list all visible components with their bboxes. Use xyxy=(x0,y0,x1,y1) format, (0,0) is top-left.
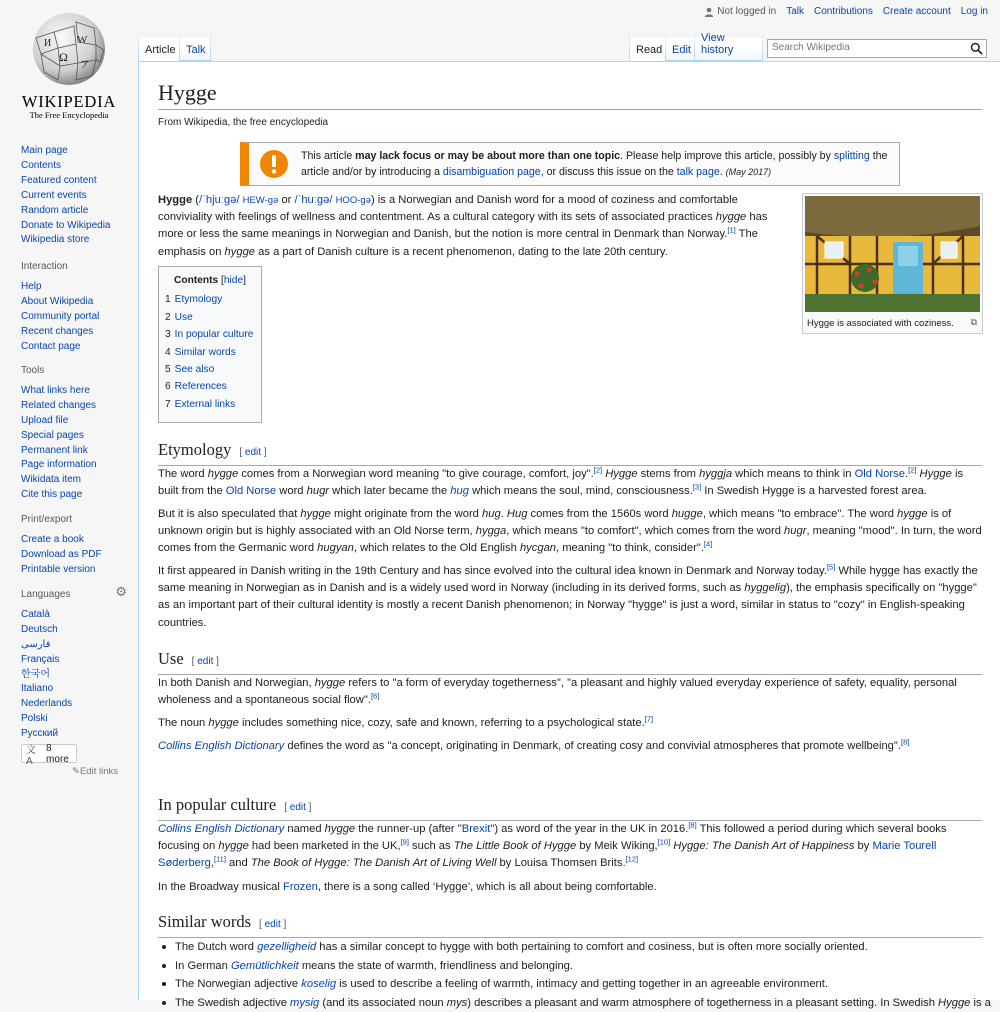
text: The noun xyxy=(158,717,208,729)
more-languages-button[interactable] xyxy=(21,744,77,763)
toc-title-row xyxy=(165,272,255,289)
text: , which means "to comfort", which comes from the word xyxy=(506,525,784,537)
lead-text: ) is a Norwegian and Danish word for a mood of coziness and comfortable conviviality with feelings of wellness and contentment. As a cultural category with its sets of associated practices xyxy=(158,194,738,223)
book-title: The Book of Hygge: The Danish Art of Living Well xyxy=(251,857,497,869)
text: . xyxy=(501,508,507,520)
italic-term: mys xyxy=(447,997,468,1009)
reference-link[interactable]: [2] xyxy=(908,465,916,474)
tab-read[interactable]: Read xyxy=(630,38,665,61)
translate-icon: 文A xyxy=(26,741,42,767)
text: It first appeared in Danish writing in the 19th Century and has since evolved into the cultural idea known in Denmark and Norway today. xyxy=(158,565,827,577)
tab-divider xyxy=(210,30,211,62)
text: The Dutch word xyxy=(175,941,257,953)
popular-paragraph-2 xyxy=(158,879,982,896)
svg-text:The Free Encyclopedia: The Free Encyclopedia xyxy=(30,110,109,120)
italic-term: hugr xyxy=(784,525,806,537)
text: is a xyxy=(970,997,991,1009)
reference-link[interactable]: [11] xyxy=(214,855,226,864)
personal-create-account[interactable]: Create account xyxy=(883,6,951,17)
text: the runner-up (after " xyxy=(355,823,462,835)
issue-ambox xyxy=(240,142,900,186)
ipa-link[interactable]: /ˈhuːɡə/ xyxy=(295,194,333,206)
italic-term: hygge xyxy=(208,468,238,480)
text: comes from a Norwegian word meaning "to give courage, comfort, joy". xyxy=(238,468,594,480)
language-settings-gear-icon[interactable]: ⚙ xyxy=(115,585,127,600)
svg-text:W: W xyxy=(77,34,88,46)
reference-link[interactable]: [5] xyxy=(827,562,835,571)
toc-item[interactable] xyxy=(165,378,255,395)
toc-link[interactable]: External links xyxy=(175,399,236,410)
link-term[interactable]: Gemütlichkeit xyxy=(231,960,299,972)
lang-russian[interactable]: Русский xyxy=(21,727,125,742)
user-icon xyxy=(704,7,714,17)
lead-bold-term: Hygge xyxy=(158,194,192,206)
lead-text: or xyxy=(278,194,294,206)
text: This followed a period during which several books focusing on xyxy=(158,823,946,852)
tool-special-pages[interactable]: Special pages xyxy=(21,429,97,444)
section-title: Similar words xyxy=(158,912,251,931)
text: named xyxy=(284,823,324,835)
text: had been marketed in the UK, xyxy=(249,840,401,852)
ambox-link-splitting[interactable]: splitting xyxy=(834,150,870,162)
lang-korean[interactable]: 한국어 xyxy=(21,668,125,683)
reference-link[interactable]: [10] xyxy=(658,837,671,846)
search-placeholder: Search Wikipedia xyxy=(772,42,850,53)
use-paragraph-3 xyxy=(158,738,982,755)
reference-link[interactable]: [9] xyxy=(401,837,409,846)
lead-text: has more or less the same meanings in Norwegian and Danish, but the notion is more central in Denmark than Norway. xyxy=(158,211,767,240)
italic-term: hygge xyxy=(208,717,238,729)
toc-number: 4 xyxy=(165,347,171,358)
ambox-text: . xyxy=(720,166,726,178)
text: ) describes a pleasant and warm atmosphere of togetherness in a pleasant setting. In Swedish xyxy=(467,997,938,1009)
table-of-contents xyxy=(158,266,262,423)
text: is built from the xyxy=(158,468,963,497)
etymology-paragraph-2 xyxy=(158,506,982,558)
search-input[interactable] xyxy=(767,39,987,58)
nav-contents[interactable]: Contents xyxy=(21,159,111,174)
text: such as xyxy=(409,840,454,852)
ambox-date: (May 2017) xyxy=(726,167,772,177)
text: has a similar concept to hygge with both pertaining to comfort and cosiness, but is often more socially oriented. xyxy=(316,941,868,953)
not-logged-in-label: Not logged in xyxy=(717,6,776,17)
enlarge-icon[interactable]: ⧉ xyxy=(971,314,977,331)
text: includes something nice, cozy, safe and known, referring to a psychological state. xyxy=(239,717,645,729)
text: In both Danish and Norwegian, xyxy=(158,677,315,689)
thumbnail xyxy=(802,193,983,334)
text: , xyxy=(211,857,214,869)
section-edit-link[interactable]: edit xyxy=(290,802,306,813)
link-hug[interactable]: hug xyxy=(450,485,469,497)
ipa-link[interactable]: /ˈhjuːɡə/ xyxy=(199,194,239,206)
link-old-norse[interactable]: Old Norse xyxy=(855,468,905,480)
toc-link[interactable]: Etymology xyxy=(175,294,223,305)
lead-text: as a part of Danish culture is a recent phenomenon, dating to the late 20th century. xyxy=(255,246,668,258)
italic-term: hygge xyxy=(300,508,330,520)
lang-italiano[interactable]: Italiano xyxy=(21,682,125,697)
pencil-icon: ✎ xyxy=(72,766,80,777)
text: . xyxy=(905,468,908,480)
nav-contact[interactable]: Contact page xyxy=(21,340,99,355)
text: , which relates to the Old English xyxy=(354,542,520,554)
lang-catala[interactable]: Català xyxy=(21,608,125,623)
print-heading: Print/export xyxy=(21,513,102,528)
section-heading-use xyxy=(158,647,982,675)
ambox-text: the article and/or by introducing a xyxy=(301,150,887,178)
site-subtitle: From Wikipedia, the free encyclopedia xyxy=(158,114,328,131)
tool-page-information[interactable]: Page information xyxy=(21,458,97,473)
book-title: The Little Book of Hygge xyxy=(454,840,577,852)
link-old-norse[interactable]: Old Norse xyxy=(226,485,276,497)
text: But it is also speculated that xyxy=(158,508,300,520)
italic-term: Hug xyxy=(507,508,528,520)
reference-link[interactable]: [8] xyxy=(901,737,909,746)
toc-link[interactable]: See also xyxy=(175,364,215,375)
list-item xyxy=(175,994,982,1012)
wikipedia-logo[interactable] xyxy=(14,8,124,126)
tool-what-links-here[interactable]: What links here xyxy=(21,384,97,399)
toc-number: 2 xyxy=(165,312,171,323)
lead-paragraph: Hygge (/ˈhjuːɡə/ HEW-gə or /ˈhuːɡə/ HOO-gə) is a Norwegian and Danish word for a mood of coziness and comfortable conviviality with feelings of wellness and contentment. As a cultural category with its sets of associated practices hygge has more or less the same meanings in Norwegian and Danish, but the notion is more central in Denmark than Norway.[1] The emphasis on hygge as a part of Danish culture is a recent phenomenon, dating to the late 20th century. xyxy=(158,192,784,261)
section-title: Etymology xyxy=(158,440,231,459)
etymology-paragraph-1 xyxy=(158,466,982,500)
toc-link[interactable]: Use xyxy=(175,312,193,323)
text: by Meik Wiking, xyxy=(576,840,657,852)
use-paragraph-2 xyxy=(158,715,982,732)
svg-text:ア: ア xyxy=(80,60,90,71)
svg-text:Ω: Ω xyxy=(59,50,68,64)
languages-portal xyxy=(21,588,125,742)
tool-wikidata-item[interactable]: Wikidata item xyxy=(21,473,97,488)
popular-paragraph-1 xyxy=(158,821,982,873)
thumbnail-image[interactable] xyxy=(805,196,980,312)
print-create-book[interactable]: Create a book xyxy=(21,533,102,548)
ambox-text: . Please help improve this article, possibly by xyxy=(620,150,834,162)
content-area xyxy=(138,61,1000,1000)
toc-number: 6 xyxy=(165,381,171,392)
nav-main-page[interactable]: Main page xyxy=(21,144,111,159)
nav-recent-changes[interactable]: Recent changes xyxy=(21,325,99,340)
ambox-text: , or discuss this issue on the xyxy=(541,166,677,178)
italic-term: hygge xyxy=(325,823,355,835)
lang-farsi[interactable]: فارسی xyxy=(21,638,125,653)
toc-hide-button[interactable]: hide xyxy=(224,275,243,286)
warning-icon xyxy=(259,149,289,179)
lead-text: The emphasis on xyxy=(158,228,758,257)
section-heading-popular-culture xyxy=(158,793,982,821)
toc-link[interactable]: In popular culture xyxy=(175,329,254,340)
reference-link[interactable]: [4] xyxy=(704,540,712,549)
nav-store[interactable]: Wikipedia store xyxy=(21,233,111,248)
interaction-heading: Interaction xyxy=(21,260,99,275)
languages-heading: Languages xyxy=(21,588,125,603)
globe-icon xyxy=(14,8,124,126)
respelling-link[interactable]: HOO-gə xyxy=(336,195,371,206)
use-paragraph-1 xyxy=(158,675,982,709)
link-frozen[interactable]: Frozen xyxy=(283,881,318,893)
print-portal xyxy=(21,513,102,578)
link-author[interactable]: Marie Tourell Søderberg xyxy=(158,840,936,869)
text: , meaning "mood". In turn, the word comes from the Germanic word xyxy=(158,525,982,554)
section-edit-link[interactable]: edit xyxy=(265,919,281,930)
section-edit: [ edit ] xyxy=(259,919,286,930)
tool-permanent-link[interactable]: Permanent link xyxy=(21,444,97,459)
section-edit: [ edit ] xyxy=(239,447,266,458)
text: means the state of warmth, friendliness and belonging. xyxy=(299,960,573,972)
link-collins-dictionary[interactable]: Collins English Dictionary xyxy=(158,823,284,835)
section-heading-etymology xyxy=(158,438,982,466)
list-item xyxy=(175,938,982,957)
similar-words-list xyxy=(158,938,982,1012)
reference-link[interactable]: [1] xyxy=(727,226,735,235)
text: is used to describe a feeling of warmth, intimacy and getting together in an agreeable environment. xyxy=(336,978,828,990)
tools-portal xyxy=(21,364,97,503)
text: by Louisa Thomsen Brits. xyxy=(496,857,625,869)
italic-term: hygga xyxy=(476,525,506,537)
svg-text:И: И xyxy=(44,38,51,49)
link-term[interactable]: koselig xyxy=(301,978,336,990)
nav-about[interactable]: About Wikipedia xyxy=(21,295,99,310)
link-brexit[interactable]: Brexit xyxy=(462,823,491,835)
section-title: Use xyxy=(158,649,184,668)
personal-log-in[interactable]: Log in xyxy=(961,6,988,17)
interaction-portal xyxy=(21,260,99,354)
nav-help[interactable]: Help xyxy=(21,280,99,295)
italic-term: hugr xyxy=(307,485,329,497)
nav-donate[interactable]: Donate to Wikipedia xyxy=(21,219,111,234)
text: , which means "to embrace". The word xyxy=(703,508,897,520)
section-heading-similar-words xyxy=(158,910,982,938)
reference-link[interactable]: [3] xyxy=(693,482,701,491)
text: stems from xyxy=(638,468,700,480)
link-term[interactable]: mysig xyxy=(290,997,319,1009)
tool-cite-page[interactable]: Cite this page xyxy=(21,488,97,503)
italic-term: hug xyxy=(482,508,501,520)
tab-article[interactable]: Article xyxy=(139,38,179,61)
edit-links-label: Edit links xyxy=(80,766,118,777)
section-edit-link[interactable]: edit xyxy=(197,656,213,667)
toc-item[interactable] xyxy=(165,344,255,361)
tools-heading: Tools xyxy=(21,364,97,379)
similar-words-list-wrap xyxy=(158,938,982,1012)
not-logged-in xyxy=(704,6,776,17)
ambox-bold: may lack focus or may be about more than one topic xyxy=(355,150,620,162)
respelling-link[interactable]: HEW-gə xyxy=(243,195,279,206)
reference-link[interactable]: [2] xyxy=(594,465,602,474)
text: by xyxy=(854,840,872,852)
nav-portal xyxy=(21,144,111,248)
personal-tools xyxy=(704,6,988,17)
svg-text:WIKIPEDIA: WIKIPEDIA xyxy=(22,92,116,111)
italic-term: hygge xyxy=(218,840,248,852)
etymology-paragraph-3 xyxy=(158,563,982,632)
toc-item[interactable] xyxy=(165,326,255,343)
toc-item[interactable] xyxy=(165,291,255,308)
more-languages-label: 8 more xyxy=(46,743,76,765)
text: In German xyxy=(175,960,231,972)
text: The word xyxy=(158,468,208,480)
text: , meaning "to think, consider". xyxy=(556,542,704,554)
text: The Norwegian adjective xyxy=(175,978,301,990)
text: might originate from the word xyxy=(331,508,482,520)
tab-edit[interactable]: Edit xyxy=(666,38,694,61)
nav-random[interactable]: Random article xyxy=(21,204,111,219)
text: refers to "a form of everyday togetherness", "a pleasant and highly valued everyday experience of safety, equality, personal wholeness and a spontaneous social flow". xyxy=(158,677,957,706)
text: which means the soul, mind, consciousness. xyxy=(469,485,693,497)
tab-talk[interactable]: Talk xyxy=(180,38,210,61)
ambox-link-disambiguation[interactable]: disambiguation page xyxy=(443,166,541,178)
toc-item[interactable] xyxy=(165,361,255,378)
italic-term: hygge xyxy=(315,677,345,689)
personal-contributions[interactable]: Contributions xyxy=(814,6,873,17)
text: ") as word of the year in the UK in 2016. xyxy=(490,823,688,835)
link-term[interactable]: gezelligheid xyxy=(257,941,316,953)
italic-term: Hygge xyxy=(920,468,952,480)
print-download-pdf[interactable]: Download as PDF xyxy=(21,548,102,563)
text: In Swedish Hygge is a harvested forest area. xyxy=(701,485,927,497)
toc-number: 3 xyxy=(165,329,171,340)
italic-term: hyggelig xyxy=(744,582,786,594)
print-printable[interactable]: Printable version xyxy=(21,563,102,578)
lead-italic: hygge xyxy=(716,211,746,223)
section-title: In popular culture xyxy=(158,795,276,814)
lang-francais[interactable]: Français xyxy=(21,653,125,668)
link-collins-dictionary[interactable]: Collins English Dictionary xyxy=(158,740,284,752)
text: defines the word as "a concept, originating in Denmark, of creating cosy and convivial atmospheres that promote wellbeing". xyxy=(284,740,901,752)
section-edit: [ edit ] xyxy=(192,656,219,667)
nav-current-events[interactable]: Current events xyxy=(21,189,111,204)
text: word xyxy=(276,485,306,497)
text: which later became the xyxy=(329,485,450,497)
section-edit-link[interactable]: edit xyxy=(245,447,261,458)
tool-related-changes[interactable]: Related changes xyxy=(21,399,97,414)
text: comes from the 1560s word xyxy=(527,508,671,520)
lead-italic: hygge xyxy=(225,246,255,258)
toc-item[interactable] xyxy=(165,396,255,413)
lang-polski[interactable]: Polski xyxy=(21,712,125,727)
tab-divider xyxy=(762,30,763,62)
toc-link[interactable]: References xyxy=(175,381,227,392)
edit-links[interactable] xyxy=(72,766,118,777)
text: and xyxy=(226,857,251,869)
text: which means to think in xyxy=(732,468,855,480)
book-title: Hygge: The Danish Art of Happiness xyxy=(673,840,854,852)
ambox-link-talk[interactable]: talk page xyxy=(677,166,720,178)
italic-term: Hygge xyxy=(605,468,637,480)
toc-hide-wrap: [hide] xyxy=(221,275,246,286)
toc-link[interactable]: Similar words xyxy=(175,347,236,358)
text: , there is a song called ‘Hygge’, which is all about being comfortable. xyxy=(318,881,657,893)
lang-nederlands[interactable]: Nederlands xyxy=(21,697,125,712)
toc-title: Contents xyxy=(174,275,218,286)
reference-link[interactable]: [7] xyxy=(645,714,653,723)
text: ), the emphasis specifically on "hygge" as an important part of their cultural identity is mostly a recent Danish phenomenon; in Norway "hygge" is just a word, similar in status to "cozy" in English-speaking countries. xyxy=(158,582,977,628)
text: In the Broadway musical xyxy=(158,881,283,893)
toc-number: 5 xyxy=(165,364,171,375)
italic-term: hyggja xyxy=(699,468,732,480)
reference-link[interactable]: [8] xyxy=(688,820,696,829)
tab-view-history[interactable]: View history xyxy=(695,38,762,61)
text: (and its associated noun xyxy=(319,997,447,1009)
tool-upload-file[interactable]: Upload file xyxy=(21,414,97,429)
list-item xyxy=(175,975,982,994)
lang-deutsch[interactable]: Deutsch xyxy=(21,623,125,638)
nav-featured[interactable]: Featured content xyxy=(21,174,111,189)
toc-item[interactable] xyxy=(165,309,255,326)
toc-number: 7 xyxy=(165,399,171,410)
thumbnail-caption: Hygge is associated with coziness. xyxy=(807,315,954,332)
list-item xyxy=(175,957,982,976)
italic-term: hygge xyxy=(897,508,927,520)
italic-term: Hygge xyxy=(938,997,970,1009)
reference-link[interactable]: [12] xyxy=(626,855,639,864)
ambox-text: This article xyxy=(301,150,355,162)
italic-term: hugge xyxy=(672,508,703,520)
search-icon[interactable] xyxy=(970,42,983,55)
nav-community[interactable]: Community portal xyxy=(21,310,99,325)
italic-term: hugyan xyxy=(317,542,354,554)
text: is of unknown origin but is highly associated with an Old Norse term, xyxy=(158,508,951,537)
personal-talk[interactable]: Talk xyxy=(786,6,804,17)
text: While hygge has exactly the same meaning in Norwegian as in Danish and is a widely used word in Norway (including in its derived forms, such as xyxy=(158,565,978,594)
text: The Swedish adjective xyxy=(175,997,290,1009)
sidebar xyxy=(0,0,138,1000)
section-edit: [ edit ] xyxy=(284,802,311,813)
reference-link[interactable]: [6] xyxy=(371,691,379,700)
italic-term: hycgan xyxy=(520,542,556,554)
page-title: Hygge xyxy=(158,78,982,110)
toc-number: 1 xyxy=(165,294,171,305)
